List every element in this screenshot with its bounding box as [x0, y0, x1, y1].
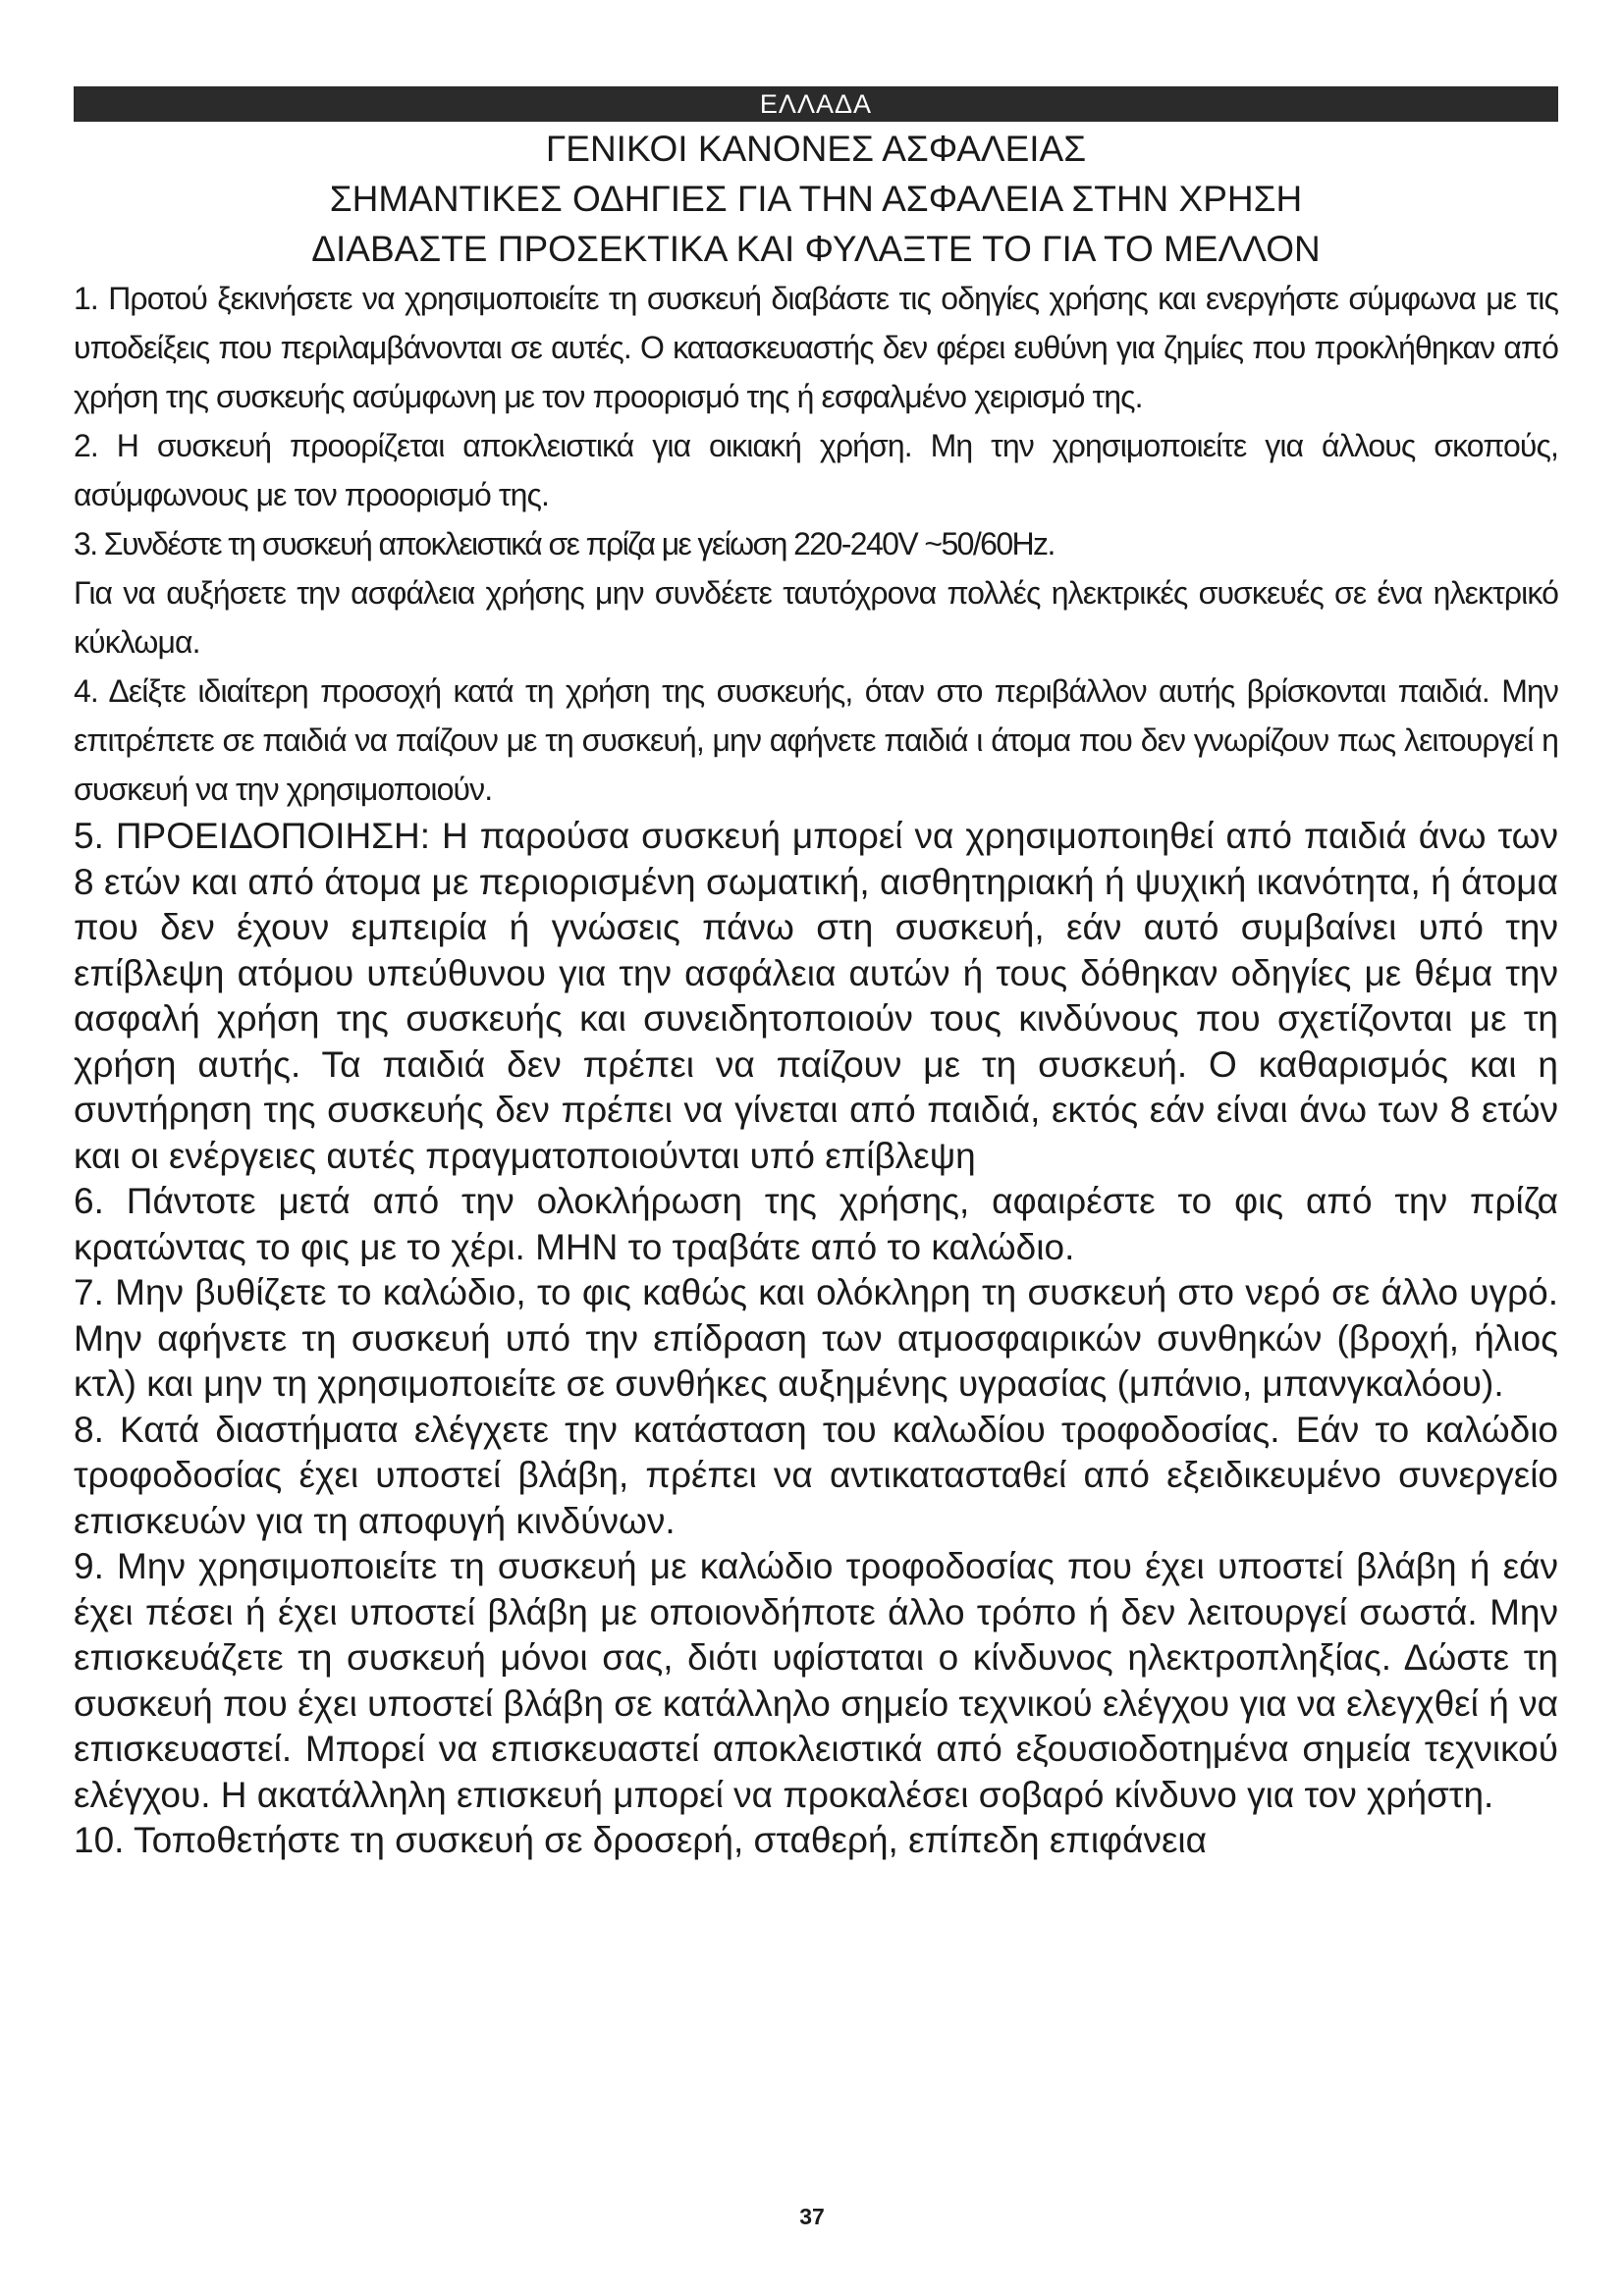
instruction-item-3-voltage: 3. Συνδέστε τη συσκευή αποκλειστικά σε πρίζα με γείωση 220-240V ~50/60Hz.: [74, 526, 1055, 561]
instruction-item-5-warning: 5. ΠΡΟΕΙΔΟΠΟΙΗΣΗ: Η παρούσα συσκευή μπορεί να χρησιμοποιηθεί από παιδιά άνω των 8 ετών και από άτομα με περιορισμένη σωματική, αισθητηριακή ή ψυχική ικανότητα, ή άτομα που δεν έχουν εμπειρία ή γνώσεις πάνω στη συσκευή, εάν αυτό συμβαίνει υπό την επίβλεψη ατόμου υπεύθυνου για την ασφάλεια αυτών ή τους δόθηκαν οδηγίες με θέμα την ασφαλή χρήση της συσκευής και συνειδητοποιούν τους κινδύνους που σχετίζονται με τη χρήση αυτής. Τα παιδιά δεν πρέπει να παίζουν με τη συσκευή. Ο καθαρισμός και η συντήρηση της συσκευής δεν πρέπει να γίνεται από παιδιά, εκτός εάν είναι άνω των 8 ετών και οι ενέργειες αυτές πραγματοποιούνται υπό επίβλεψη: [74, 816, 1558, 1176]
instruction-item-10: 10. Τοποθετήστε τη συσκευή σε δροσερή, σταθερή, επίπεδη επιφάνεια: [74, 1820, 1208, 1860]
safety-titles: [74, 124, 1558, 274]
page-number: 37: [799, 2204, 825, 2229]
instruction-item-2: 2. Η συσκευή προορίζεται αποκλειστικά για οικιακή χρήση. Μη την χρησιμοποιείτε για άλλους σκοπούς, ασύμφωνους με τον προορισμό της.: [74, 428, 1558, 512]
instruction-item-3-circuit: Για να αυξήσετε την ασφάλεια χρήσης μην συνδέετε ταυτόχρονα πολλές ηλεκτρικές συσκευές σε ένα ηλεκτρικό κύκλωμα.: [74, 575, 1558, 660]
main-title: ΓΕΝΙΚΟΙ ΚΑΝΟΝΕΣ ΑΣΦΑΛΕΙΑΣ: [545, 129, 1087, 169]
instruction-item-7: 7. Μην βυθίζετε το καλώδιο, το φις καθώς και ολόκληρη τη συσκευή στο νερό σε άλλο υγρό. Μην αφήνετε τη συσκευή υπό την επίδραση των ατμοσφαιρικών συνθηκών (βροχή, ήλιος κτλ) και μην τη χρησιμοποιείτε σε συνθήκες αυξημένης υγρασίας (μπάνιο, μπανγκαλόου).: [74, 1272, 1558, 1404]
instruction-item-6: 6. Πάντοτε μετά από την ολοκλήρωση της χρήσης, αφαιρέστε το φις από την πρίζα κρατώντας το φις με το χέρι. ΜΗΝ το τραβάτε από το καλώδιο.: [74, 1181, 1558, 1267]
subtitle-read-carefully: ΔΙΑΒΑΣΤΕ ΠΡΟΣΕΚΤΙΚΑ ΚΑΙ ΦΥΛΑΞΤΕ ΤΟ ΓΙΑ ΤΟ ΜΕΛΛΟΝ: [311, 229, 1321, 269]
subtitle-important-instructions: ΣΗΜΑΝΤΙΚΕΣ ΟΔΗΓΙΕΣ ΓΙΑ ΤΗΝ ΑΣΦΑΛΕΙΑ ΣΤΗΝ ΧΡΗΣΗ: [329, 179, 1303, 219]
language-header-bar: ΕΛΛΑΔΑ: [74, 86, 1558, 122]
instruction-item-4: 4. Δείξτε ιδιαίτερη προσοχή κατά τη χρήση της συσκευής, όταν στο περιβάλλον αυτής βρίσκονται παιδιά. Μην επιτρέπετε σε παιδιά να παίζουν με τη συσκευή, μην αφήνετε παιδιά ι άτομα που δεν γνωρίζουν πως λειτουργεί η συσκευή να την χρησιμοποιούν.: [74, 673, 1558, 807]
instruction-item-1: 1. Προτού ξεκινήσετε να χρησιμοποιείτε τη συσκευή διαβάστε τις οδηγίες χρήσης και ενεργήστε σύμφωνα με τις υποδείξεις που περιλαμβάνονται σε αυτές. Ο κατασκευαστής δεν φέρει ευθύνη για ζημίες που προκλήθηκαν από χρήση της συσκευής ασύμφωνη με τον προορισμό της ή εσφαλμένο χειρισμό της.: [74, 281, 1558, 414]
manual-page: [74, 86, 1558, 2275]
instruction-item-8: 8. Κατά διαστήματα ελέγχετε την κατάσταση του καλωδίου τροφοδοσίας. Εάν το καλώδιο τροφοδοσίας έχει υποστεί βλάβη, πρέπει να αντικατασταθεί από εξειδικευμένο συνεργείο επισκευών για τη αποφυγή κινδύνων.: [74, 1409, 1558, 1541]
instruction-item-9: 9. Μην χρησιμοποιείτε τη συσκευή με καλώδιο τροφοδοσίας που έχει υποστεί βλάβη ή εάν έχει πέσει ή έχει υποστεί βλάβη με οποιονδήποτε άλλο τρόπο ή δεν λειτουργεί σωστά. Μην επισκευάζετε τη συσκευή μόνοι σας, διότι υφίσταται ο κίνδυνος ηλεκτροπληξίας. Δώστε τη συσκευή που έχει υποστεί βλάβη σε κατάλληλο σημείο τεχνικού ελέγχου για να ελεγχθεί ή να επισκευαστεί. Μπορεί να επισκευαστεί αποκλειστικά από εξουσιοδοτημένα σημεία τεχνικού ελέγχου. Η ακατάλληλη επισκευή μπορεί να προκαλέσει σοβαρό κίνδυνο για τον χρήστη.: [74, 1546, 1558, 1815]
